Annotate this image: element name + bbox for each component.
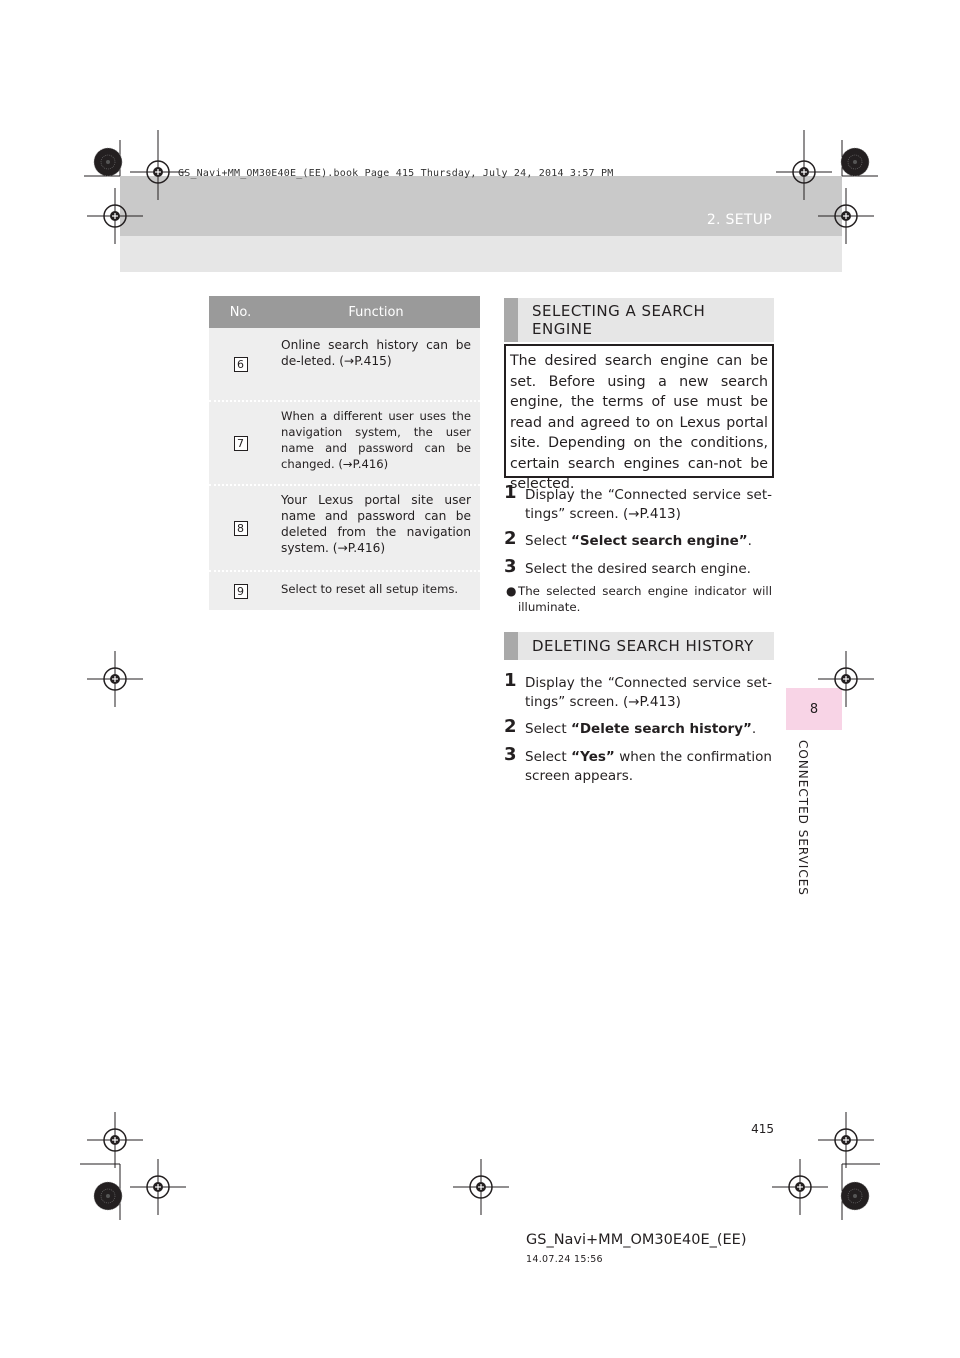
row-number: 6 [234, 357, 248, 372]
table-header-function: Function [348, 304, 404, 320]
delete-step-3: 3 Select “Yes” when the confirmation screen appears. [504, 744, 772, 784]
select-step-1: 1 Display the “Connected service set-tings” screen. (→P.413) [504, 482, 772, 522]
select-step-3: 3 Select the desired search engine. [504, 556, 751, 577]
select-bullet: ● The selected search engine indicator will illuminate. [506, 584, 772, 614]
select-engine-intro: The desired search engine can be set. Before using a new search engine, the terms of use must be read and agreed to on Lexus portal site. Depending on the conditions, certain search engines can-not be selected. [504, 344, 774, 478]
delete-step-1: 1 Display the “Connected service set-tings” screen. (→P.413) [504, 670, 772, 710]
chapter-label: CONNECTED SERVICES [796, 740, 810, 896]
section-heading-delete-history: DELETING SEARCH HISTORY [504, 632, 774, 660]
row-text: When a different user uses the navigation system, the user name and password can be changed. (→P.416) [281, 409, 471, 471]
table-header-no: No. [229, 304, 252, 320]
section-heading-select-engine: SELECTING A SEARCH ENGINE [504, 298, 774, 342]
yes-label: “Yes” [571, 749, 615, 765]
row-text: Select to reset all setup items. [281, 582, 459, 596]
delete-step-2: 2 Select “Delete search history”. [504, 716, 757, 737]
row-number: 9 [234, 584, 248, 599]
footer-doc-name: GS_Navi+MM_OM30E40E_(EE) [526, 1232, 747, 1248]
row-text: Online search history can be de-leted. (→P.415) [281, 338, 471, 368]
chapter-number: 8 [809, 701, 819, 717]
select-step-2: 2 Select “Select search engine”. [504, 528, 752, 549]
row-number: 8 [234, 521, 248, 536]
delete-search-history-label: “Delete search history” [570, 721, 752, 737]
row-number: 7 [234, 436, 248, 451]
book-file-line: GS_Navi+MM_OM30E40E_(EE).book Page 415 Thursday, July 24, 2014 3:57 PM [178, 168, 614, 179]
section-title: 2. SETUP [706, 212, 772, 228]
page-number: 415 [751, 1122, 774, 1136]
footer-timestamp: 14.07.24 15:56 [526, 1254, 603, 1265]
row-text: Your Lexus portal site user name and password can be deleted from the navigation system. (→P.416) [281, 493, 471, 555]
select-search-engine-label: “Select search engine” [570, 533, 748, 549]
